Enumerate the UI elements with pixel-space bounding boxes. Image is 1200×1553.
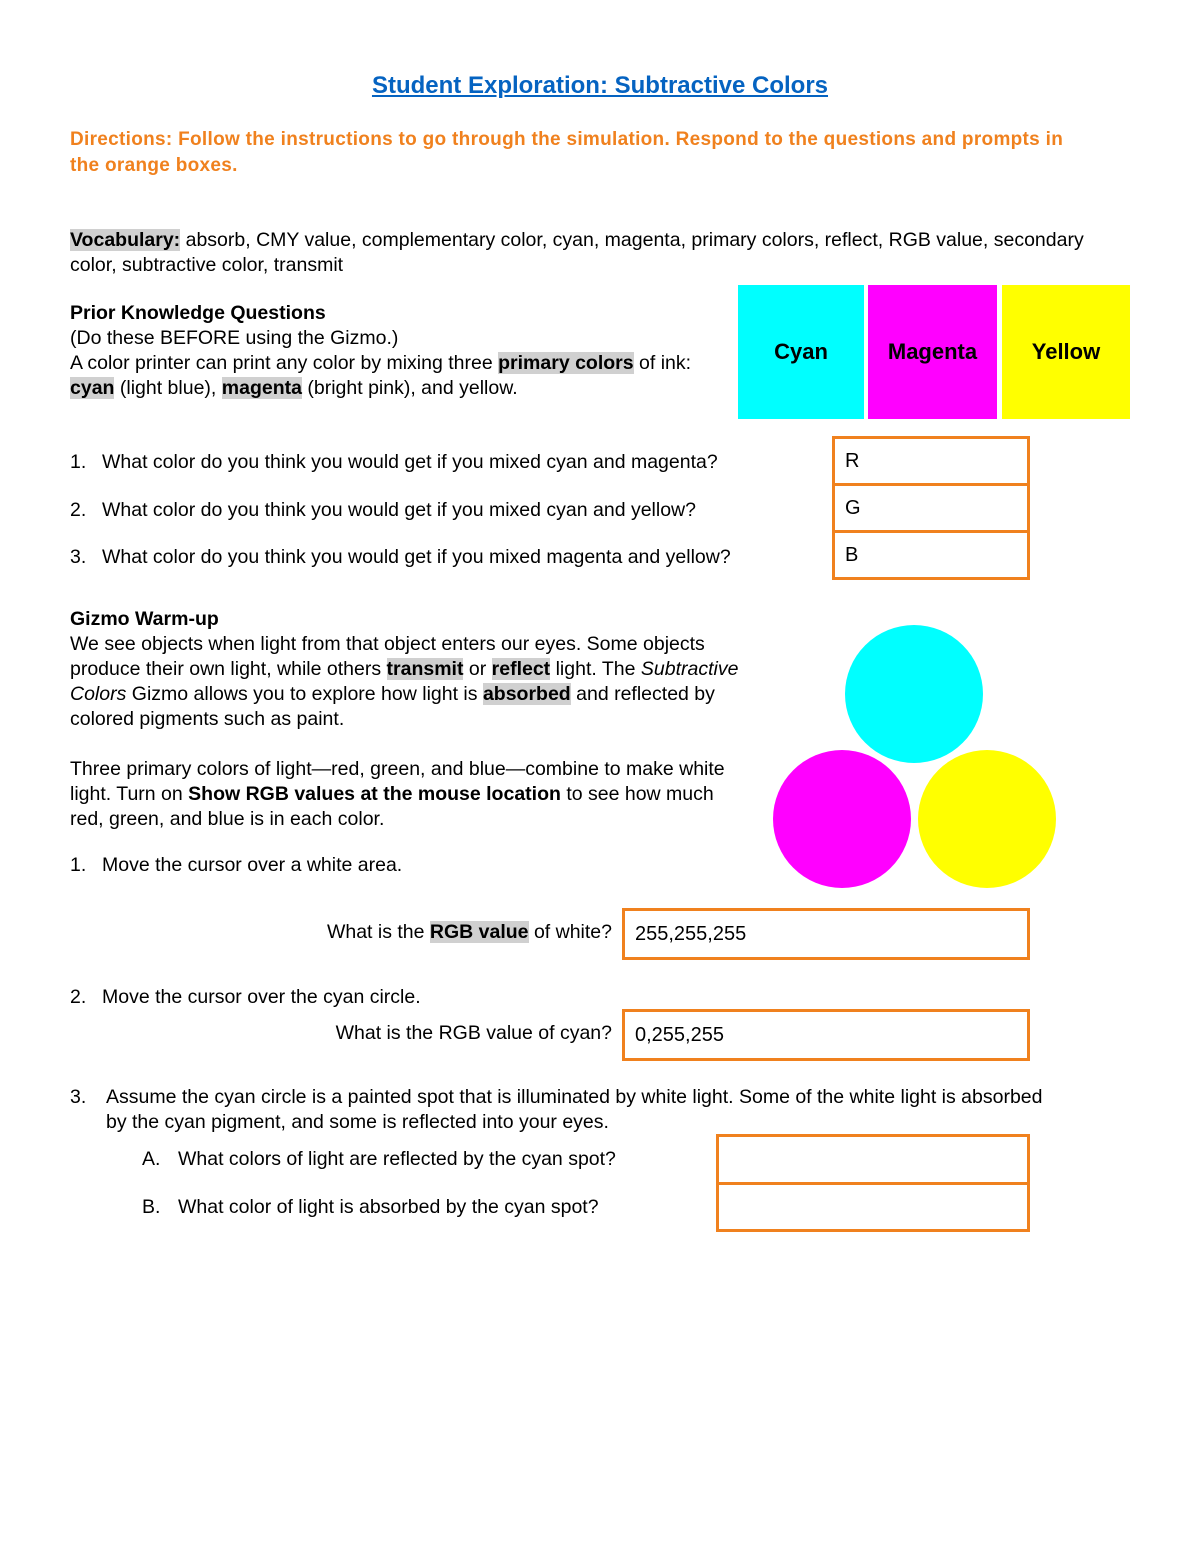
cyan-rgb-answer[interactable]: 0,255,255 bbox=[622, 1009, 1030, 1061]
warmup-heading: Gizmo Warm-up bbox=[70, 608, 219, 630]
yellow-circle bbox=[918, 750, 1056, 888]
vocabulary-terms: absorb, CMY value, complementary color, cyan, magenta, primary colors, reflect, RGB value, secondary color, subtractive color, transmit bbox=[70, 229, 1084, 276]
reflected-colors-answer[interactable] bbox=[716, 1134, 1030, 1185]
absorbed-color-answer[interactable] bbox=[716, 1182, 1030, 1232]
prior-knowledge-intro bbox=[70, 351, 730, 401]
intro-text: of ink: bbox=[633, 352, 692, 374]
warmup-step-2 bbox=[70, 985, 421, 1010]
warmup-text: to see how much red, green, and blue is in each color. bbox=[70, 783, 714, 830]
cyan-rgb-question: What is the RGB value of cyan? bbox=[335, 1022, 612, 1044]
white-rgb-question bbox=[327, 920, 612, 945]
magenta-term: magenta bbox=[221, 377, 302, 399]
cyan-circle bbox=[845, 625, 983, 763]
question-text: What color do you think you would get if you mixed cyan and yellow? bbox=[102, 499, 696, 521]
step-number: 1. bbox=[70, 854, 87, 876]
warmup-text: Three primary colors of light—red, green, and blue—combine to make white light. Turn on bbox=[70, 758, 725, 805]
cyan-swatch: Cyan bbox=[738, 285, 864, 419]
warmup-text: or bbox=[463, 658, 492, 680]
question-text: What is the bbox=[326, 921, 430, 943]
sub-question-letter: A. bbox=[142, 1148, 161, 1170]
prior-knowledge-section bbox=[70, 301, 730, 401]
intro-text: (light blue), bbox=[114, 377, 222, 399]
answer-box-2[interactable]: G bbox=[832, 483, 1030, 533]
vocabulary-label: Vocabulary: bbox=[70, 229, 181, 251]
warmup-paragraph-1 bbox=[70, 632, 750, 732]
question-number: 1. bbox=[70, 451, 87, 473]
step-text: Move the cursor over a white area. bbox=[102, 854, 403, 876]
prior-question-3 bbox=[70, 545, 731, 570]
step-number: 3. bbox=[70, 1086, 87, 1108]
warmup-text: and reflected by colored pigments such as paint. bbox=[70, 683, 715, 730]
page-title: Student Exploration: Subtractive Colors bbox=[371, 72, 829, 99]
prior-question-2 bbox=[70, 498, 696, 523]
intro-text: A color printer can print any color by mixing three bbox=[70, 352, 499, 374]
directions-text: Directions: Follow the instructions to go through the simulation. Respond to the questions and prompts in the orange boxes. bbox=[70, 129, 1064, 176]
question-number: 3. bbox=[70, 546, 87, 568]
answer-box-3[interactable]: B bbox=[832, 530, 1030, 580]
question-text: of white? bbox=[528, 921, 612, 943]
sub-question-text: What color of light is absorbed by the cyan spot? bbox=[178, 1196, 599, 1218]
question-text: What color do you think you would get if you mixed magenta and yellow? bbox=[102, 546, 731, 568]
cyan-term: cyan bbox=[70, 377, 115, 399]
show-rgb-option: Show RGB values at the mouse location bbox=[188, 783, 561, 805]
warmup-step-1 bbox=[70, 853, 402, 878]
magenta-circle bbox=[773, 750, 911, 888]
sub-question-a bbox=[142, 1147, 616, 1172]
white-rgb-answer[interactable]: 255,255,255 bbox=[622, 908, 1030, 960]
prior-knowledge-note: (Do these BEFORE using the Gizmo.) bbox=[70, 327, 399, 349]
warmup-text: light. The bbox=[550, 658, 641, 680]
step-text: Move the cursor over the cyan circle. bbox=[102, 986, 421, 1008]
prior-question-1 bbox=[70, 450, 718, 475]
gizmo-name: Subtractive Colors bbox=[70, 658, 739, 705]
warmup-text: Gizmo allows you to explore how light is bbox=[126, 683, 483, 705]
yellow-swatch: Yellow bbox=[1002, 285, 1130, 419]
step-text: Assume the cyan circle is a painted spot that is illuminated by white light. Some of the white light is absorbed by the cyan pigment, and some is reflected into your eyes. bbox=[106, 1086, 1043, 1133]
rgb-value-term: RGB value bbox=[429, 921, 529, 943]
reflect-term: reflect bbox=[491, 658, 551, 680]
prior-knowledge-heading: Prior Knowledge Questions bbox=[70, 302, 326, 324]
primary-colors-term: primary colors bbox=[498, 352, 634, 374]
vocabulary-paragraph bbox=[70, 228, 1130, 278]
warmup-paragraph-2 bbox=[70, 757, 750, 832]
warmup-section bbox=[70, 607, 750, 832]
question-text: What color do you think you would get if you mixed cyan and magenta? bbox=[102, 451, 718, 473]
question-number: 2. bbox=[70, 499, 87, 521]
sub-question-b bbox=[142, 1195, 599, 1220]
magenta-swatch: Magenta bbox=[868, 285, 997, 419]
sub-question-letter: B. bbox=[142, 1196, 161, 1218]
warmup-step-3 bbox=[70, 1085, 1060, 1135]
transmit-term: transmit bbox=[386, 658, 464, 680]
step-number: 2. bbox=[70, 986, 87, 1008]
answer-box-1[interactable]: R bbox=[832, 436, 1030, 486]
intro-text: (bright pink), and yellow. bbox=[301, 377, 518, 399]
warmup-text: We see objects when light from that object enters our eyes. Some objects produce their own light, while others bbox=[70, 633, 705, 680]
sub-question-text: What colors of light are reflected by the cyan spot? bbox=[178, 1148, 616, 1170]
absorbed-term: absorbed bbox=[482, 683, 571, 705]
